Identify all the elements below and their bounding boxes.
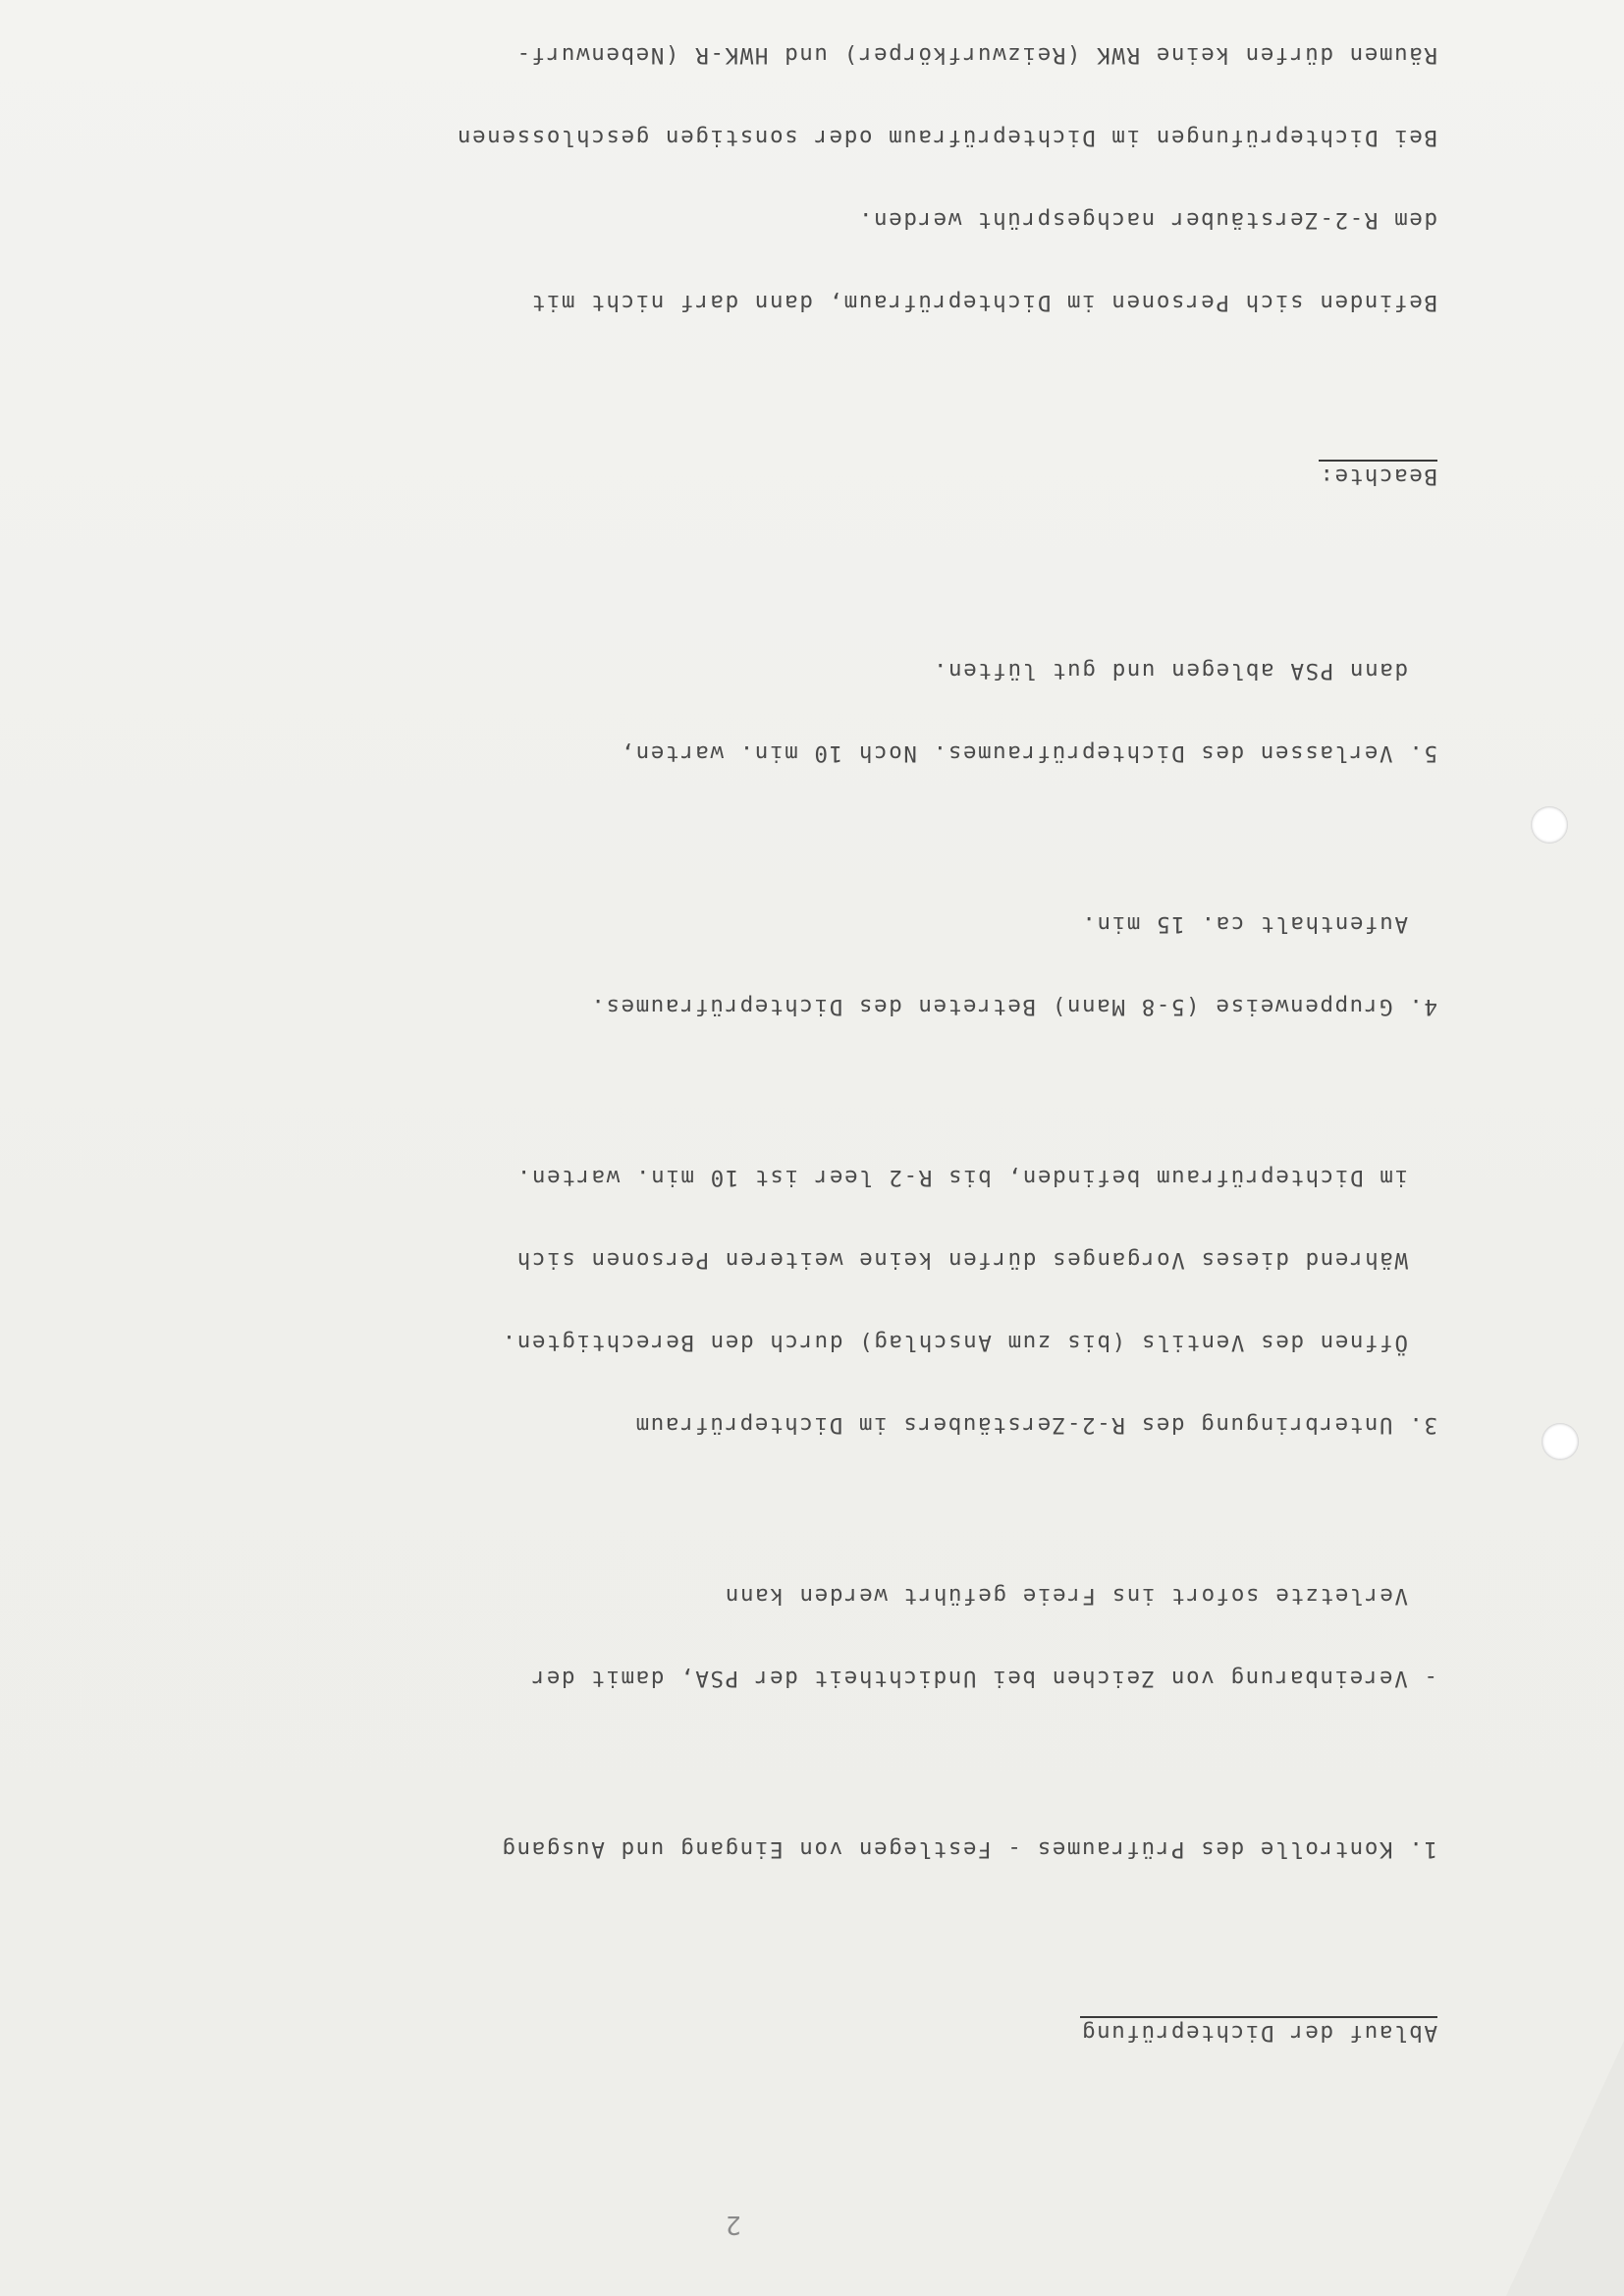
bullet-1-line-2: Verletzte sofort ins Freie geführt werden kann [724,1583,1408,1609]
beachte-line-2: dem R-2-Zerstäuber nachgesprüht werden. [857,207,1437,233]
step-5-line-1: 5. Verlassen des Dichteprüfraumes. Noch 10 min. warten, [619,740,1437,766]
page-fold-shadow [1506,2041,1624,2296]
step-3-line-2: Öffnen des Ventils (bis zum Anschlag) durch den Berechtigten. [501,1330,1408,1355]
beachte-line-4: Räumen dürfen keine RWK (Reizwurfkörper) und HWK-R (Nebenwurf- [514,42,1437,68]
step-1: 1. Kontrolle des Prüfraumes - Festlegen von Eingang und Ausgang [500,1836,1437,1862]
page-number: 2 [726,2210,741,2239]
beachte-line-1: Befinden sich Personen im Dichteprüfraum, dann darf nicht mit [530,290,1437,315]
step-3-line-1: 3. Unterbringung des R-2-Zerstäubers im Dichteprüfraum [634,1412,1437,1438]
bullet-1-line-1: - Vereinbarung von Zeichen bei Undichtheit der PSA, damit der [530,1666,1437,1691]
step-3-line-3: Während dieses Vorganges dürfen keine weiteren Personen sich [515,1247,1408,1273]
section-heading-ablauf: Ablauf der Dichteprüfung [1080,2016,1437,2047]
step-4-line-2: Aufenthalt ca. 15 min. [1080,911,1408,937]
punch-hole-upper [1531,806,1568,844]
step-4-line-1: 4. Gruppenweise (5-8 Mann) Betreten des Dichteprüfraumes. [589,994,1437,1019]
document-body [161,0,1437,2102]
beachte-heading: Beachte: [1319,460,1437,490]
beachte-line-3: Bei Dichteprüfungen im Dichteprüfraum oder sonstigen geschlossenen [456,125,1437,150]
punch-hole-lower [1542,1423,1579,1460]
step-3-line-4: im Dichteprüfraum befinden, bis R-2 leer ist 10 min. warten. [515,1165,1408,1190]
step-5-line-2: dann PSA ablegen und gut lüften. [932,658,1408,683]
